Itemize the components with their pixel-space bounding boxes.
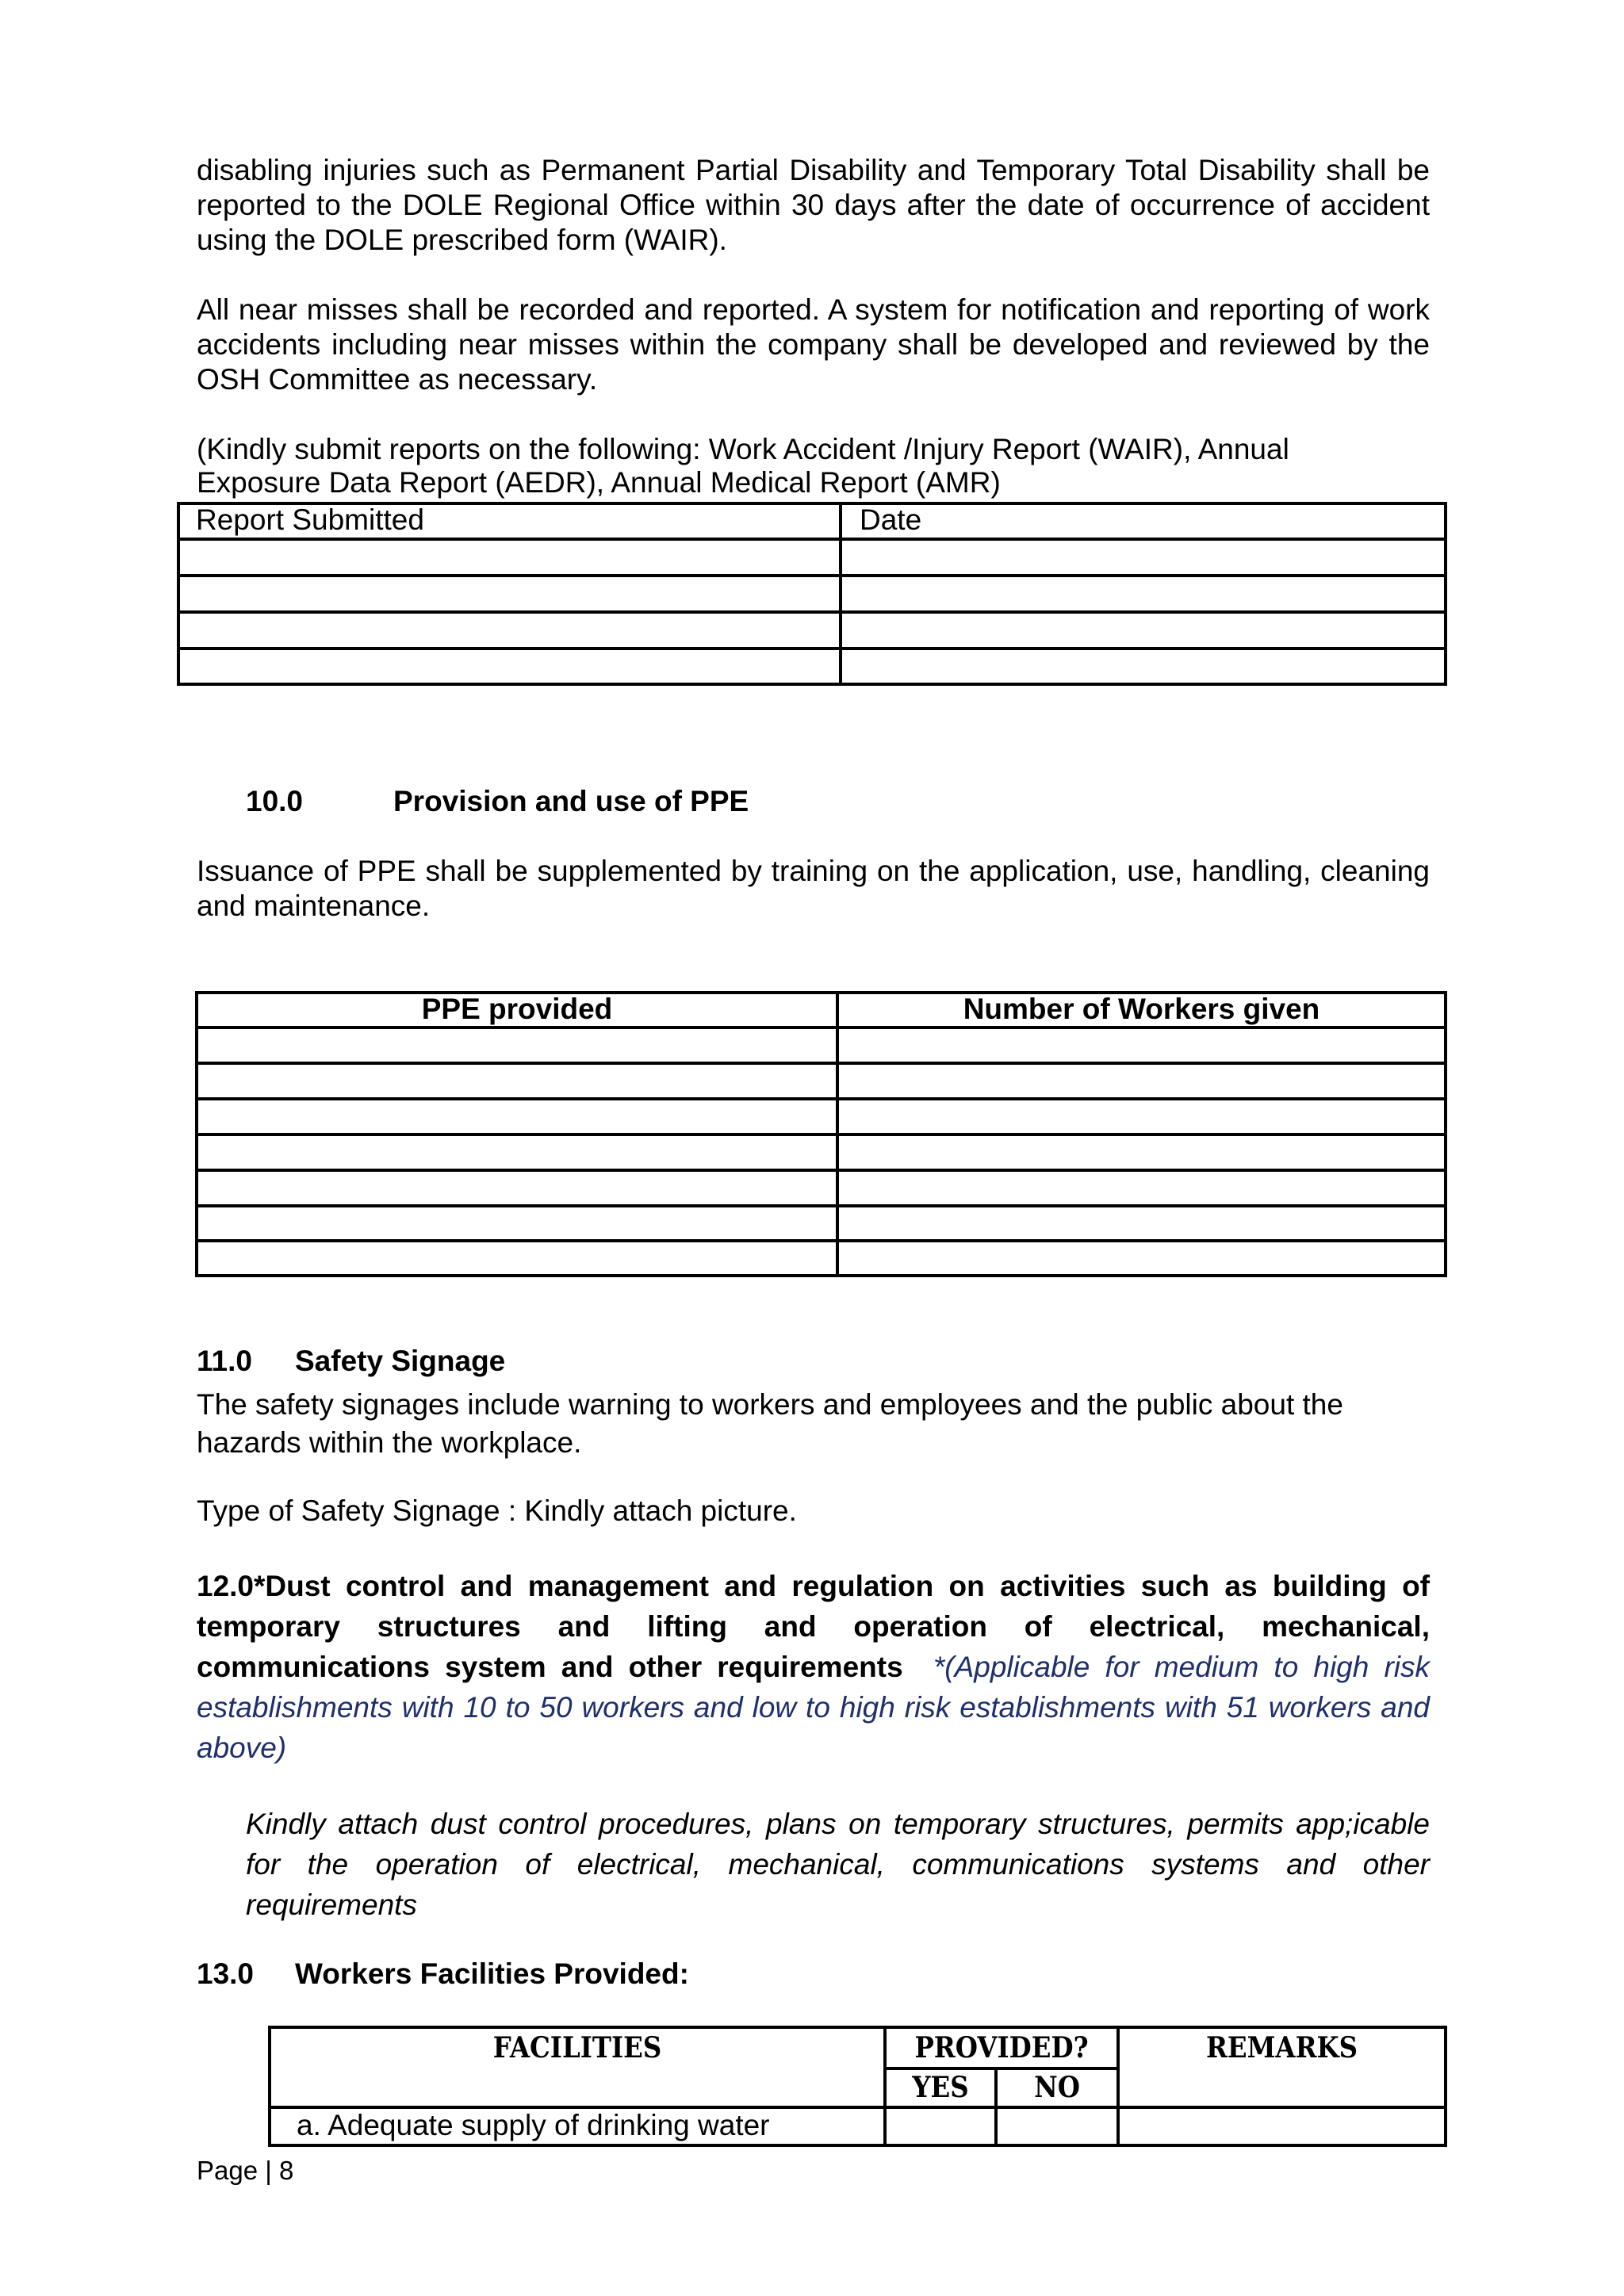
table-row [197,1135,1446,1170]
ppe-header-provided: PPE provided [197,993,837,1027]
section-12-heading-text: 12.0*Dust control and management and regulation on activities such as building of temporary structures and lifting and operation of electrical, mechanical, communications system and other requirements [197,1570,1430,1683]
section-13-title: Workers Facilities Provided: [295,1957,689,1990]
table-row [178,649,1446,684]
section-12-heading [197,1566,1430,1768]
section-10-number: 10.0 [246,785,304,817]
reports-table-header [178,503,1446,539]
page-number: Page | 8 [197,2156,294,2185]
table-row [178,539,1446,576]
ppe-workers-input[interactable] [837,1170,1446,1206]
ppe-workers-input[interactable] [837,1135,1446,1170]
section-13-number: 13.0 [197,1957,255,1990]
reports-note-line2: Exposure Data Report (AEDR), Annual Medical Report (AMR) [197,466,1001,499]
ppe-workers-input[interactable] [837,1099,1446,1135]
facilities-header-row-1 [270,2027,1446,2068]
yes-header: YES [885,2068,996,2107]
section-12-applicability-note: *(Applicable for medium to high risk establishments with 10 to 50 workers and low to high risk establishments with 51 workers and above) [197,1651,1430,1764]
report-date-input[interactable] [841,576,1446,612]
ppe-provided-input[interactable] [197,1063,837,1099]
section-10-title: Provision and use of PPE [393,785,749,817]
ppe-provided-input[interactable] [197,1206,837,1241]
ppe-provided-input[interactable] [197,1135,837,1170]
facility-remarks-cell[interactable] [1118,2107,1446,2145]
table-row [197,1206,1446,1241]
report-submitted-input[interactable] [178,612,841,649]
table-row [197,1063,1446,1099]
reports-header-date: Date [841,503,1446,539]
ppe-table [195,991,1447,1277]
facilities-header: FACILITIES [270,2027,885,2107]
section-11-body [197,1386,1430,1462]
ppe-provided-input[interactable] [197,1027,837,1063]
facility-no-cell[interactable] [996,2107,1118,2145]
section-11-body-line2: hazards within the workplace. [197,1426,582,1459]
intro-paragraph: disabling injuries such as Permanent Partial Disability and Temporary Total Disability shall be reported to the DOLE Regional Office within 30 days after the date of occurrence of accident using the DOLE prescribed form (WAIR). [197,154,1430,256]
report-submitted-input[interactable] [178,539,841,576]
section-10-body: Issuance of PPE shall be supplemented by training on the application, use, handling, cleaning and maintenance. [197,855,1430,922]
provided-header: PROVIDED? [885,2027,1118,2068]
section-11-type-note: Type of Safety Signage : Kindly attach picture. [197,1494,797,1527]
report-submitted-input[interactable] [178,649,841,684]
report-date-input[interactable] [841,649,1446,684]
reports-table [177,502,1447,686]
ppe-workers-input[interactable] [837,1206,1446,1241]
facility-yes-cell[interactable] [885,2107,996,2145]
table-row [197,1099,1446,1135]
ppe-provided-input[interactable] [197,1099,837,1135]
facility-name: a. Adequate supply of drinking water [270,2107,885,2145]
reports-header-report-submitted: Report Submitted [178,503,841,539]
section-11-body-line1: The safety signages include warning to workers and employees and the public about the [197,1388,1343,1421]
ppe-provided-input[interactable] [197,1170,837,1206]
table-row [270,2107,1446,2145]
reports-note-line1: (Kindly submit reports on the following: Work Accident /Injury Report (WAIR), Annual [197,433,1289,465]
report-submitted-input[interactable] [178,576,841,612]
section-11-title: Safety Signage [295,1345,506,1377]
remarks-header: REMARKS [1118,2027,1446,2107]
ppe-workers-input[interactable] [837,1027,1446,1063]
report-date-input[interactable] [841,539,1446,576]
ppe-workers-input[interactable] [837,1063,1446,1099]
facilities-table [268,2026,1447,2147]
no-header: NO [996,2068,1118,2107]
table-row [197,1170,1446,1206]
table-row [197,1027,1446,1063]
ppe-header-workers-given: Number of Workers given [837,993,1446,1027]
table-row [178,576,1446,612]
ppe-table-header [197,993,1446,1027]
ppe-workers-input[interactable] [837,1241,1446,1276]
near-miss-paragraph: All near misses shall be recorded and reported. A system for notification and reporting of work accidents including near misses within the company shall be developed and reviewed by the OSH Committee as necessary. [197,293,1430,396]
report-date-input[interactable] [841,612,1446,649]
reports-note [197,432,1430,499]
table-row [197,1241,1446,1276]
section-11-number: 11.0 [197,1345,252,1377]
ppe-provided-input[interactable] [197,1241,837,1276]
section-12-attach-note: Kindly attach dust control procedures, plans on temporary structures, permits app;icable for the operation of electrical, mechanical, communications systems and other requirements [246,1808,1430,1921]
table-row [178,612,1446,649]
